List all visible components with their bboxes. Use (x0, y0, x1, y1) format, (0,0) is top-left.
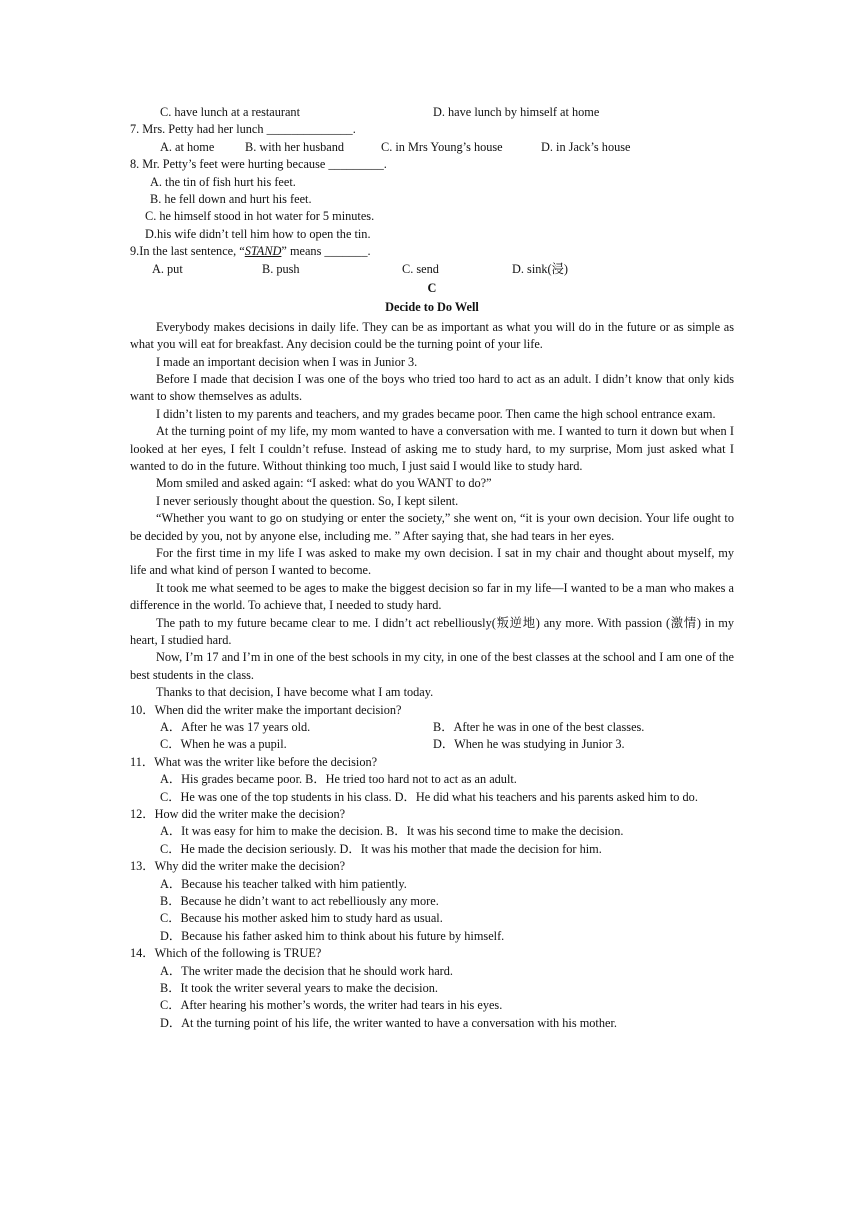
q6-options-cd (130, 104, 734, 121)
q7-option-c: C. in Mrs Young’s house (381, 139, 503, 154)
q14-stem: 14．Which of the following is TRUE? (130, 946, 322, 961)
passage (130, 319, 734, 702)
passage-paragraph: It took me what seemed to be ages to make the biggest decision so far in my life—I wanted to be a man who makes a difference in the world. To achieve that, I needed to study hard. (130, 580, 734, 613)
q10-option-d: D．When he was studying in Junior 3. (433, 737, 625, 752)
passage-paragraph: Thanks to that decision, I have become what I am today. (156, 685, 434, 700)
passage-paragraph: I didn’t listen to my parents and teachers, and my grades became poor. Then came the high school entrance exam. (156, 406, 716, 421)
q14-option-c: C．After hearing his mother’s words, the writer had tears in his eyes. (160, 998, 503, 1013)
q7-options (130, 139, 734, 156)
passage-paragraph: Before I made that decision I was one of the boys who tried too hard to act as an adult. I didn’t know that only kids want to show themselves as adults. (130, 371, 734, 404)
q9-option-a: A. put (152, 261, 183, 276)
q9-option-d: D. sink(浸) (512, 261, 569, 276)
q10-options-ab (130, 719, 734, 736)
section-letter: C (427, 280, 437, 295)
q11-options-ab: A．His grades became poor. B．He tried too hard not to act as an adult. (160, 772, 517, 787)
q13-stem: 13．Why did the writer make the decision? (130, 859, 346, 874)
q14-option-b: B．It took the writer several years to make the decision. (160, 980, 438, 995)
q10-stem: 10．When did the writer make the important decision? (130, 702, 402, 717)
q9-stem (130, 243, 734, 260)
q14-option-a: A．The writer made the decision that he should work hard. (160, 963, 453, 978)
q7-option-a: A. at home (160, 139, 215, 154)
q7-option-b: B. with her husband (245, 139, 345, 154)
passage-paragraph: At the turning point of my life, my mom wanted to have a conversation with me. I wanted to turn it down but when I looked at her eyes, I felt I couldn’t refuse. Instead of asking me to study hard, to my surprise, Mom just asked what I wanted to do in the future. Without thinking too much, I just said I would like to study hard. (130, 424, 734, 473)
passage-paragraph: Mom smiled and asked again: “I asked: what do you WANT to do?” (156, 476, 492, 491)
passage-paragraph: Now, I’m 17 and I’m in one of the best schools in my city, in one of the best classes at the school and I am one of the best students in the class. (130, 650, 734, 682)
q12-options-ab: A．It was easy for him to make the decision. B．It was his second time to make the decision. (160, 824, 624, 839)
q6-option-d: D. have lunch by himself at home (433, 105, 600, 119)
q13-option-c: C．Because his mother asked him to study hard as usual. (160, 911, 443, 926)
passage-paragraph: I made an important decision when I was in Junior 3. (156, 354, 418, 369)
q9-option-c: C. send (402, 261, 439, 276)
q8-option-b: B. he fell down and hurt his feet. (150, 191, 312, 206)
passage-title: Decide to Do Well (385, 300, 479, 315)
q7-stem: 7. Mrs. Petty had her lunch ______________. (130, 122, 356, 137)
q8-option-a: A. the tin of fish hurt his feet. (150, 174, 296, 189)
q6-option-c: C. have lunch at a restaurant (160, 105, 300, 119)
passage-paragraph: For the first time in my life I was asked to make my own decision. I sat in my chair and thought about myself, my life and what kind of person I wanted to become. (130, 545, 734, 578)
q13-option-d: D．Because his father asked him to think about his future by himself. (160, 928, 505, 943)
q10-options-cd (130, 736, 734, 753)
q9-option-b: B. push (262, 261, 300, 276)
document-content (130, 104, 734, 1032)
passage-paragraph: “Whether you want to go on studying or enter the society,” she went on, “it is your own decision. Your life ought to be decided by you, not by anyone else, including me. ” After saying that, she had tears in her eyes. (130, 511, 734, 543)
q9-stem-word: STAND (244, 244, 282, 259)
q12-stem: 12．How did the writer make the decision? (130, 806, 346, 821)
q10-option-c: C．When he was a pupil. (160, 737, 287, 752)
q12-options-cd: C．He made the decision seriously. D．It was his mother that made the decision for him. (160, 841, 602, 856)
q9-stem-pre: 9.In the last sentence, “ (130, 244, 245, 259)
q9-options (130, 261, 734, 278)
q9-stem-post: ” means _______. (281, 244, 371, 259)
passage-paragraph: Everybody makes decisions in daily life. They can be as important as what you will do in the future or as simple as what you will eat for breakfast. Any decision could be the turning point of your life. (130, 319, 734, 352)
q8-option-c: C. he himself stood in hot water for 5 minutes. (145, 209, 375, 224)
q8-option-d: D.his wife didn’t tell him how to open the tin. (145, 226, 371, 241)
q10-option-b: B．After he was in one of the best classes. (433, 720, 645, 735)
q7-option-d: D. in Jack’s house (541, 139, 631, 154)
passage-paragraph: I never seriously thought about the question. So, I kept silent. (156, 493, 459, 508)
q13-option-b: B．Because he didn’t want to act rebelliously any more. (160, 893, 439, 908)
q13-option-a: A．Because his teacher talked with him patiently. (160, 876, 407, 891)
q14-option-d: D．At the turning point of his life, the writer wanted to have a conversation with his mother. (160, 1015, 617, 1030)
q8-stem: 8. Mr. Petty’s feet were hurting because _________. (130, 157, 387, 172)
q11-stem: 11．What was the writer like before the decision? (130, 754, 378, 769)
passage-paragraph: The path to my future became clear to me. I didn’t act rebelliously(叛逆地) any more. With passion (激情) in my heart, I studied hard. (130, 615, 734, 647)
q11-options-cd: C．He was one of the top students in his class. D．He did what his teachers and his parents asked him to do. (160, 789, 698, 804)
q10-option-a: A．After he was 17 years old. (160, 720, 311, 735)
